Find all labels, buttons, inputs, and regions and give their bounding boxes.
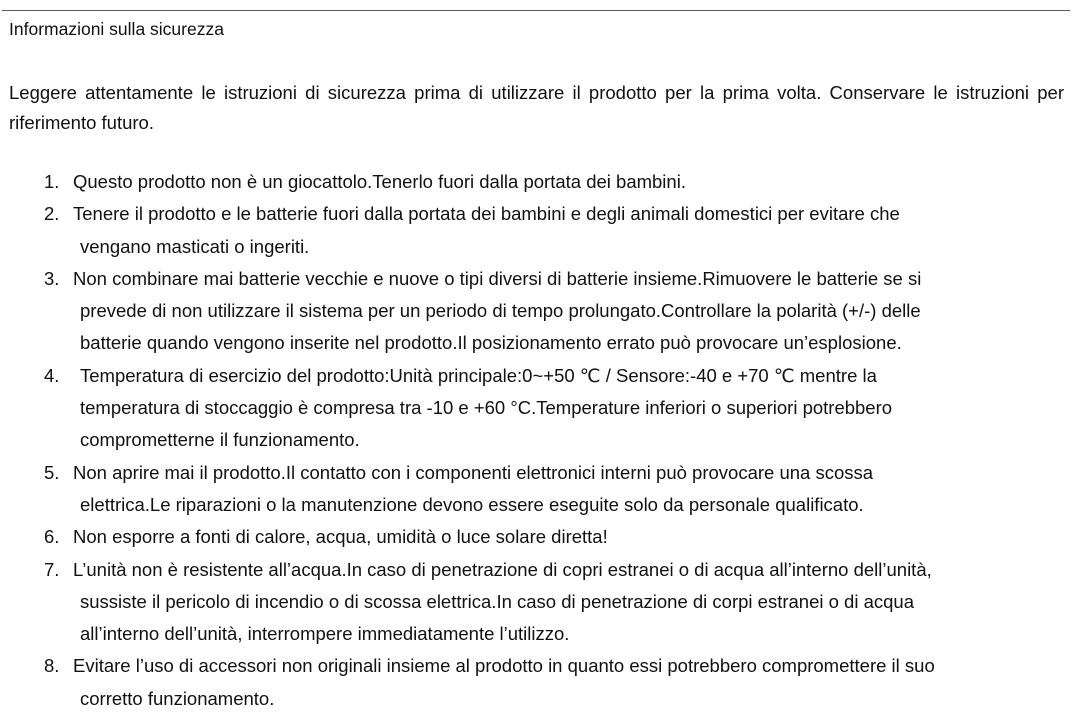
- item-text-line: batterie quando vengono inserite nel prodotto.Il posizionamento errato può provocare un’esplosione.: [80, 332, 902, 354]
- safety-item-1: [0, 166, 1074, 198]
- item-text-line: Tenere il prodotto e le batterie fuori dalla portata dei bambini e degli animali domestici per evitare che: [73, 203, 900, 225]
- item-number: 4.: [44, 364, 60, 386]
- item-text-line: temperatura di stoccaggio è compresa tra -10 e +60 °C.Temperature inferiori o superiori potrebbero: [80, 397, 893, 419]
- item-text-line: Temperatura di esercizio del prodotto:Unità principale:0~+50 ℃ / Sensore:-40 e +70 ℃ mentre la: [80, 364, 877, 386]
- item-text-line: Non combinare mai batterie vecchie e nuove o tipi diversi di batterie insieme.Rimuovere le batterie se si: [73, 267, 922, 289]
- item-number: 5.: [44, 461, 60, 483]
- item-text-line: Questo prodotto non è un giocattolo.Tenerlo fuori dalla portata dei bambini.: [73, 171, 686, 192]
- item-number: 1.: [44, 171, 60, 192]
- safety-item-4: [0, 360, 1074, 457]
- safety-item-8: [0, 650, 1074, 715]
- item-number: 3.: [44, 267, 60, 289]
- item-number: 7.: [44, 558, 60, 580]
- item-number: 8.: [44, 655, 60, 677]
- item-number: 2.: [44, 203, 60, 225]
- item-text-line: all’interno dell’unità, interrompere immediatamente l’utilizzo.: [80, 623, 570, 645]
- item-text-line: Evitare l’uso di accessori non originali insieme al prodotto in quanto essi potrebbero compromettere il suo: [73, 655, 935, 677]
- top-divider: [2, 10, 1070, 11]
- item-text-line: elettrica.Le riparazioni o la manutenzione devono essere eseguite solo da personale qualificato.: [80, 493, 864, 515]
- item-number: 6.: [44, 526, 60, 548]
- safety-item-7: [0, 554, 1074, 651]
- item-text-line: vengano masticati o ingeriti.: [80, 235, 310, 257]
- section-title: Informazioni sulla sicurezza: [9, 19, 224, 39]
- safety-list: [0, 166, 1074, 715]
- item-text-line: comprometterne il funzionamento.: [80, 429, 360, 451]
- item-text-line: Non aprire mai il prodotto.Il contatto con i componenti elettronici interni può provocare una scossa: [73, 461, 874, 483]
- item-text-line: Non esporre a fonti di calore, acqua, umidità o luce solare diretta!: [73, 526, 608, 548]
- safety-item-6: [0, 521, 1074, 553]
- intro-paragraph: Leggere attentamente le istruzioni di sicurezza prima di utilizzare il prodotto per la prima volta. Conservare le istruzioni per riferimento futuro.: [9, 82, 1064, 133]
- item-text-line: prevede di non utilizzare il sistema per un periodo di tempo prolungato.Controllare la polarità (+/-) delle: [80, 300, 921, 322]
- item-text-line: corretto funzionamento.: [80, 687, 275, 709]
- safety-item-5: [0, 457, 1074, 522]
- safety-item-2: [0, 198, 1074, 263]
- item-text-line: sussiste il pericolo di incendio o di scossa elettrica.In caso di penetrazione di corpi estranei o di acqua: [80, 590, 914, 612]
- safety-item-3: [0, 263, 1074, 360]
- item-text-line: L’unità non è resistente all’acqua.In caso di penetrazione di copri estranei o di acqua all’interno dell’unità,: [73, 558, 932, 580]
